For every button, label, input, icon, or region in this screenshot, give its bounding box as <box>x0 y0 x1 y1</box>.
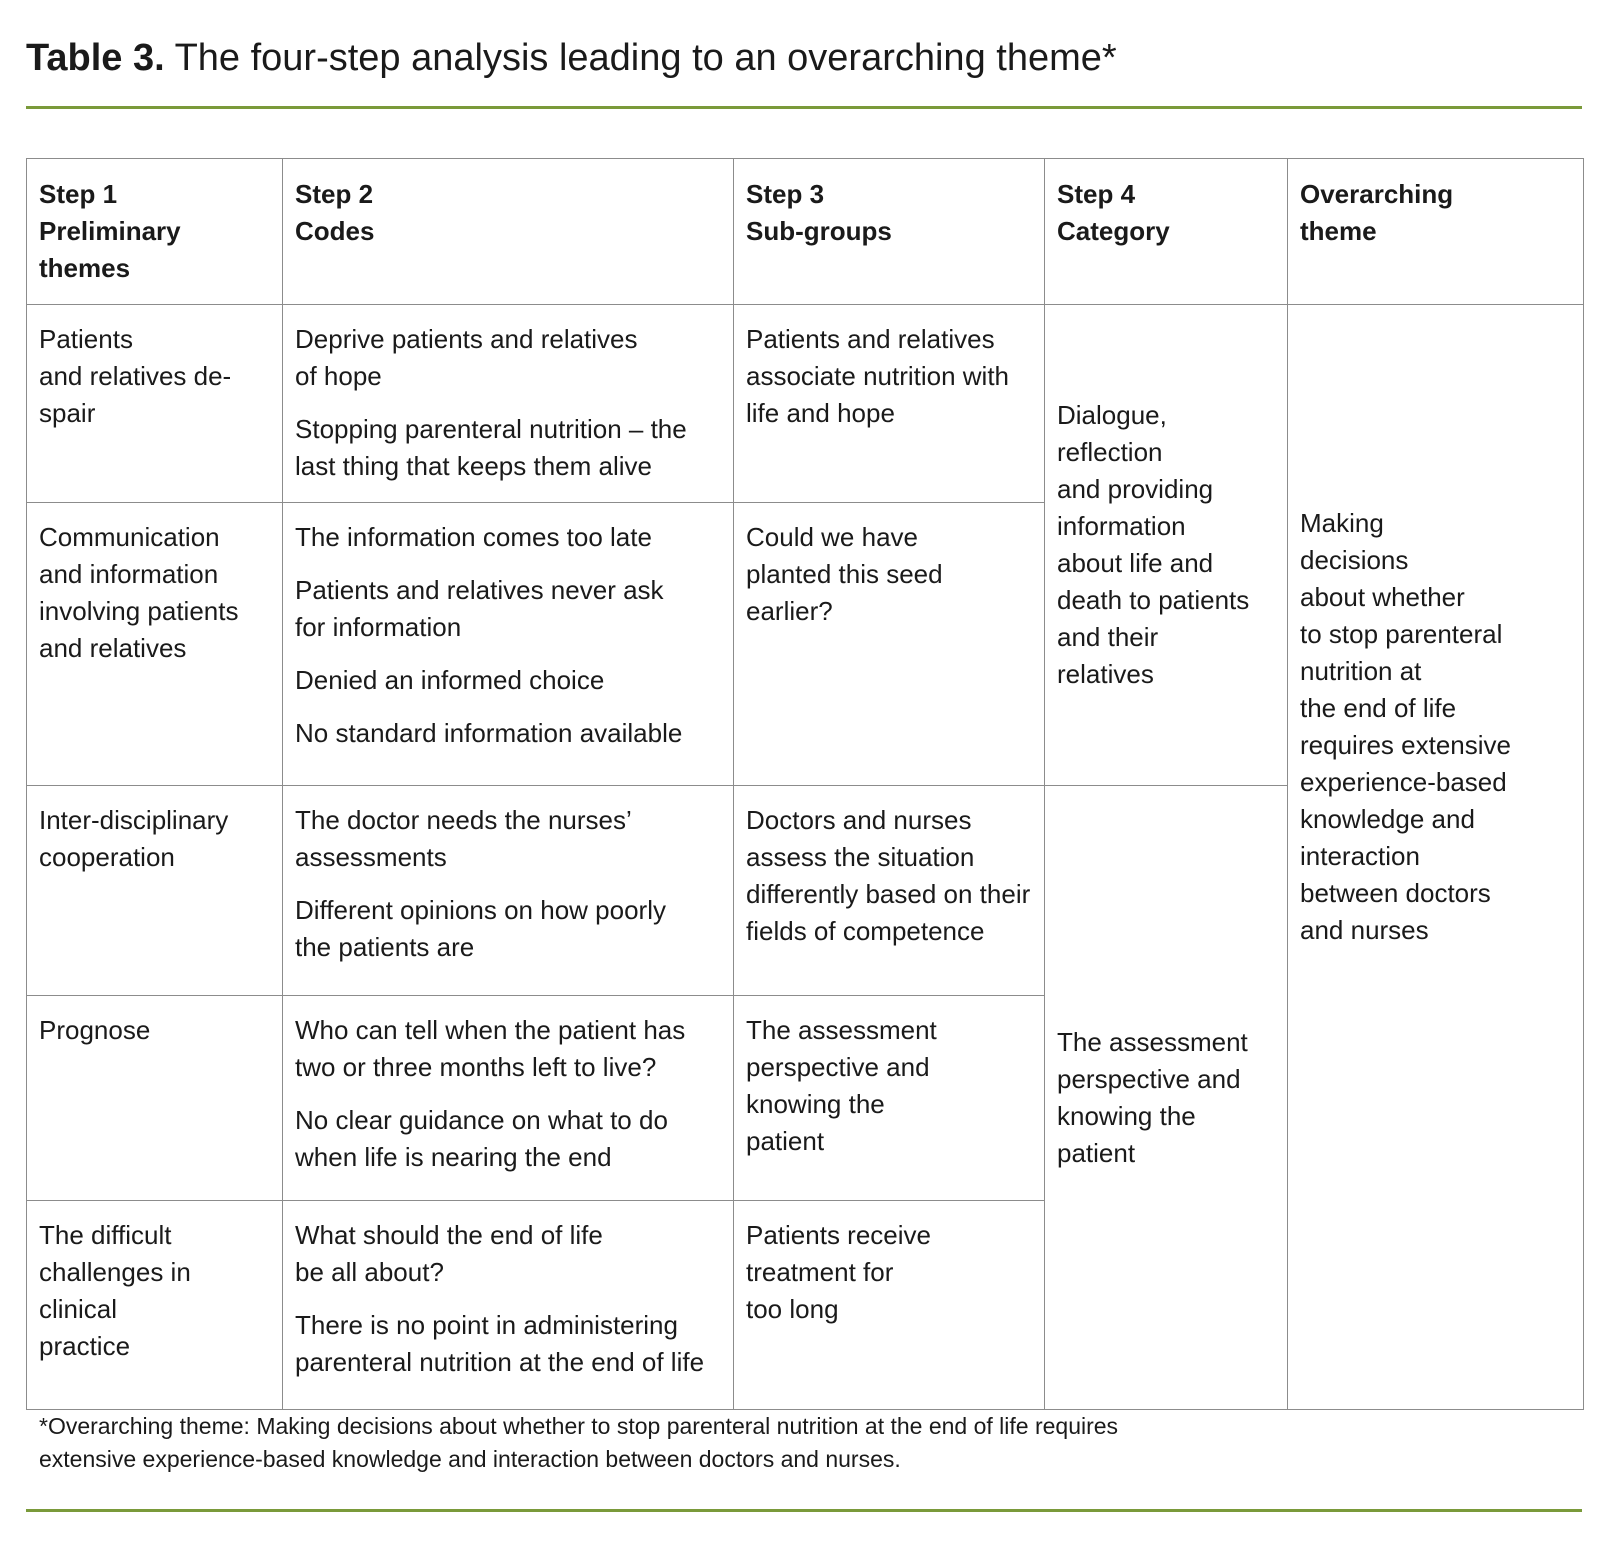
code-item: What should the end of life be all about? <box>295 1220 603 1287</box>
preliminary-theme-cell: Communication and information involving patients and relatives <box>27 503 283 786</box>
footnote-line: *Overarching theme: Making decisions about whether to stop parenteral nutrition at the end of life requires <box>39 1413 1119 1439</box>
category-cell: The assessment perspective and knowing the patient <box>1045 786 1288 1410</box>
codes-cell <box>283 786 734 996</box>
codes-cell <box>283 1201 734 1410</box>
code-item: No standard information available <box>295 718 683 748</box>
bottom-rule <box>26 1509 1582 1512</box>
code-item: The information comes too late <box>295 522 652 552</box>
subgroup-cell: The assessment perspective and knowing the patient <box>734 996 1045 1201</box>
preliminary-theme-cell: Inter-disciplinary cooperation <box>27 786 283 996</box>
subgroup-cell: Doctors and nurses assess the situation differently based on their fields of competence <box>734 786 1045 996</box>
table-title-text: The four-step analysis leading to an overarching theme* <box>174 37 1117 79</box>
subgroup-cell: Patients and relatives associate nutrition with life and hope <box>734 305 1045 503</box>
header-step-1: Step 1 Preliminary themes <box>27 159 283 305</box>
code-item: Stopping parenteral nutrition – the last thing that keeps them alive <box>295 414 687 481</box>
preliminary-theme-cell: Patients and relatives de- spair <box>27 305 283 503</box>
header-step-3: Step 3 Sub-groups <box>734 159 1045 305</box>
code-item: Patients and relatives never ask for information <box>295 575 664 642</box>
code-item: The doctor needs the nurses’ assessments <box>295 805 632 872</box>
code-item: Different opinions on how poorly the patients are <box>295 895 666 962</box>
subgroup-cell: Could we have planted this seed earlier? <box>734 503 1045 786</box>
codes-cell <box>283 305 734 503</box>
codes-cell <box>283 503 734 786</box>
footnote-line: extensive experience-based knowledge and interaction between doctors and nurses. <box>39 1446 901 1472</box>
overarching-theme-cell: Making decisions about whether to stop parenteral nutrition at the end of life requires extensive experience-based knowledge and interaction between doctors and nurses <box>1288 305 1584 1410</box>
header-step-4: Step 4 Category <box>1045 159 1288 305</box>
category-cell: Dialogue, reflection and providing information about life and death to patients and their relatives <box>1045 305 1288 786</box>
header-step-2: Step 2 Codes <box>283 159 734 305</box>
subgroup-cell: Patients receive treatment for too long <box>734 1201 1045 1410</box>
table-footnote <box>39 1410 1439 1476</box>
header-overarching: Overarching theme <box>1288 159 1584 305</box>
code-item: Denied an informed choice <box>295 665 605 695</box>
code-item: Deprive patients and relatives of hope <box>295 324 638 391</box>
code-item: No clear guidance on what to do when life is nearing the end <box>295 1105 668 1172</box>
top-rule <box>26 106 1582 109</box>
table-row <box>27 305 1584 503</box>
table-title <box>26 36 1117 82</box>
preliminary-theme-cell: The difficult challenges in clinical practice <box>27 1201 283 1410</box>
table-label: Table 3. <box>26 37 165 79</box>
analysis-table <box>26 158 1584 1410</box>
code-item: There is no point in administering parenteral nutrition at the end of life <box>295 1310 705 1377</box>
codes-cell <box>283 996 734 1201</box>
code-item: Who can tell when the patient has two or three months left to live? <box>295 1015 686 1082</box>
preliminary-theme-cell: Prognose <box>27 996 283 1201</box>
header-row <box>27 159 1584 305</box>
